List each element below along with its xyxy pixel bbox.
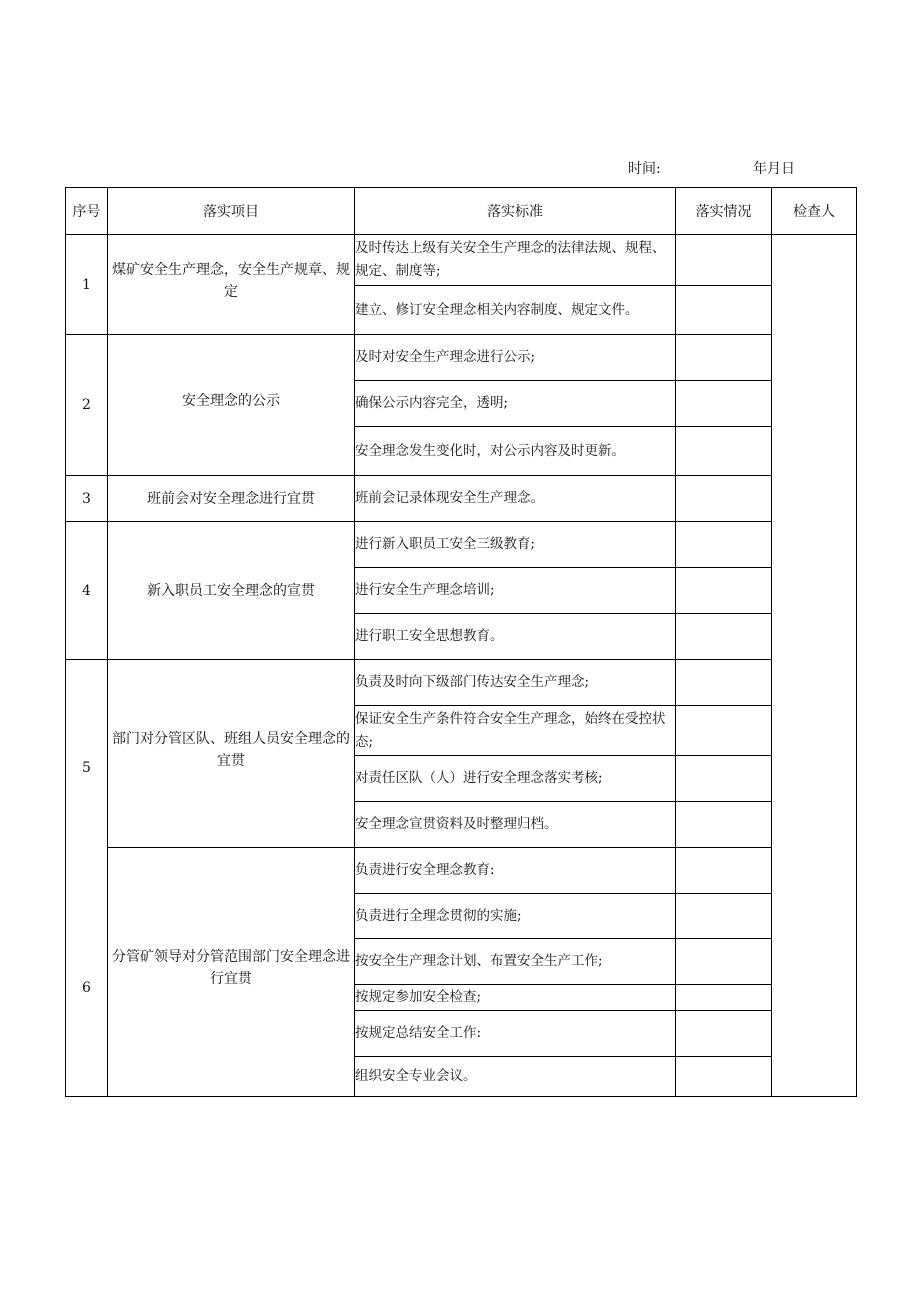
seq-cell: 4: [66, 522, 108, 660]
date-label: 年月日: [753, 161, 795, 177]
table-row: [66, 848, 857, 894]
item-cell: [108, 848, 355, 1097]
item-cell: [108, 235, 355, 335]
item-text: 煤矿安全生产理念，安全生产规章、规定: [112, 261, 350, 300]
status-cell[interactable]: [676, 235, 772, 286]
column-header-status: 落实情况: [676, 188, 772, 235]
column-header-item: 落实项目: [108, 188, 355, 235]
status-cell[interactable]: [676, 985, 772, 1011]
standard-cell: 确保公示内容完全，透明;: [355, 381, 676, 427]
standard-cell: 负责及时向下级部门传达安全生产理念;: [355, 660, 676, 706]
standard-cell: 组织安全专业会议。: [355, 1057, 676, 1097]
table-header-row: [66, 188, 857, 235]
status-cell[interactable]: [676, 335, 772, 381]
item-text: 安全理念的公示: [182, 393, 280, 409]
seq-6: 6: [82, 980, 91, 996]
status-cell[interactable]: [676, 286, 772, 335]
inspector-cell[interactable]: [772, 235, 857, 1097]
standard-cell: 负责进行安全理念教育:: [355, 848, 676, 894]
status-cell[interactable]: [676, 614, 772, 660]
time-line: [628, 158, 828, 176]
table-row: [66, 235, 857, 286]
seq-cell: [66, 660, 108, 1097]
standard-cell: 对责任区队（人）进行安全理念落实考核;: [355, 756, 676, 802]
column-header-standard: 落实标准: [355, 188, 676, 235]
status-cell[interactable]: [676, 568, 772, 614]
standard-cell: 按规定参加安全检查;: [355, 985, 676, 1011]
column-header-seq: 序号: [66, 188, 108, 235]
status-cell[interactable]: [676, 381, 772, 427]
checklist-table: [65, 187, 857, 1097]
seq-cell: 3: [66, 476, 108, 522]
status-cell[interactable]: [676, 660, 772, 706]
standard-cell: 按规定总结安全工作:: [355, 1011, 676, 1057]
item-text: 班前会对安全理念进行宜贯: [147, 490, 315, 507]
status-cell[interactable]: [676, 756, 772, 802]
status-cell[interactable]: [676, 476, 772, 522]
status-cell[interactable]: [676, 848, 772, 894]
standard-cell: 负责进行全理念贯彻的实施;: [355, 894, 676, 939]
item-text: 分管矿领导对分管范围部门安全理念进行宜贯: [112, 949, 350, 987]
standard-cell: 班前会记录体现安全生产理念。: [355, 476, 676, 522]
column-header-inspector: 检查人: [772, 188, 857, 235]
status-cell[interactable]: [676, 1011, 772, 1057]
status-cell[interactable]: [676, 427, 772, 476]
item-cell: [108, 335, 355, 476]
item-text: 部门对分管区队、班组人员安全理念的宜贯: [112, 730, 350, 769]
seq-cell: 1: [66, 235, 108, 335]
standard-cell: 保证安全生产条件符合安全生产理念，始终在受控状态;: [355, 706, 676, 756]
standard-cell: 进行职工安全思想教育。: [355, 614, 676, 660]
standard-cell: 及时对安全生产理念进行公示;: [355, 335, 676, 381]
item-cell: [108, 476, 355, 522]
table-row: [66, 476, 857, 522]
seq-5: 5: [82, 760, 91, 776]
item-cell: [108, 522, 355, 660]
standard-cell: 进行新入职员工安全三级教育;: [355, 522, 676, 568]
status-cell[interactable]: [676, 522, 772, 568]
standard-cell: 安全理念发生变化时，对公示内容及时更新。: [355, 427, 676, 476]
standard-cell: 按安全生产理念计划、布置安全生产工作;: [355, 939, 676, 985]
standard-cell: 及时传达上级有关安全生产理念的法律法规、规程、规定、制度等;: [355, 235, 676, 286]
standard-cell: 建立、修订安全理念相关内容制度、规定文件。: [355, 286, 676, 335]
table-row: [66, 522, 857, 568]
table-row: [66, 660, 857, 706]
status-cell[interactable]: [676, 939, 772, 985]
status-cell[interactable]: [676, 894, 772, 939]
item-cell: [108, 660, 355, 848]
time-label: 时间:: [628, 161, 661, 177]
status-cell[interactable]: [676, 802, 772, 848]
item-text: 新入职员工安全理念的宣贯: [147, 582, 315, 599]
status-cell[interactable]: [676, 1057, 772, 1097]
table-row: [66, 335, 857, 381]
status-cell[interactable]: [676, 706, 772, 756]
standard-cell: 进行安全生产理念培训;: [355, 568, 676, 614]
seq-cell: 2: [66, 335, 108, 476]
standard-cell: 安全理念宣贯资料及时整理归档。: [355, 802, 676, 848]
